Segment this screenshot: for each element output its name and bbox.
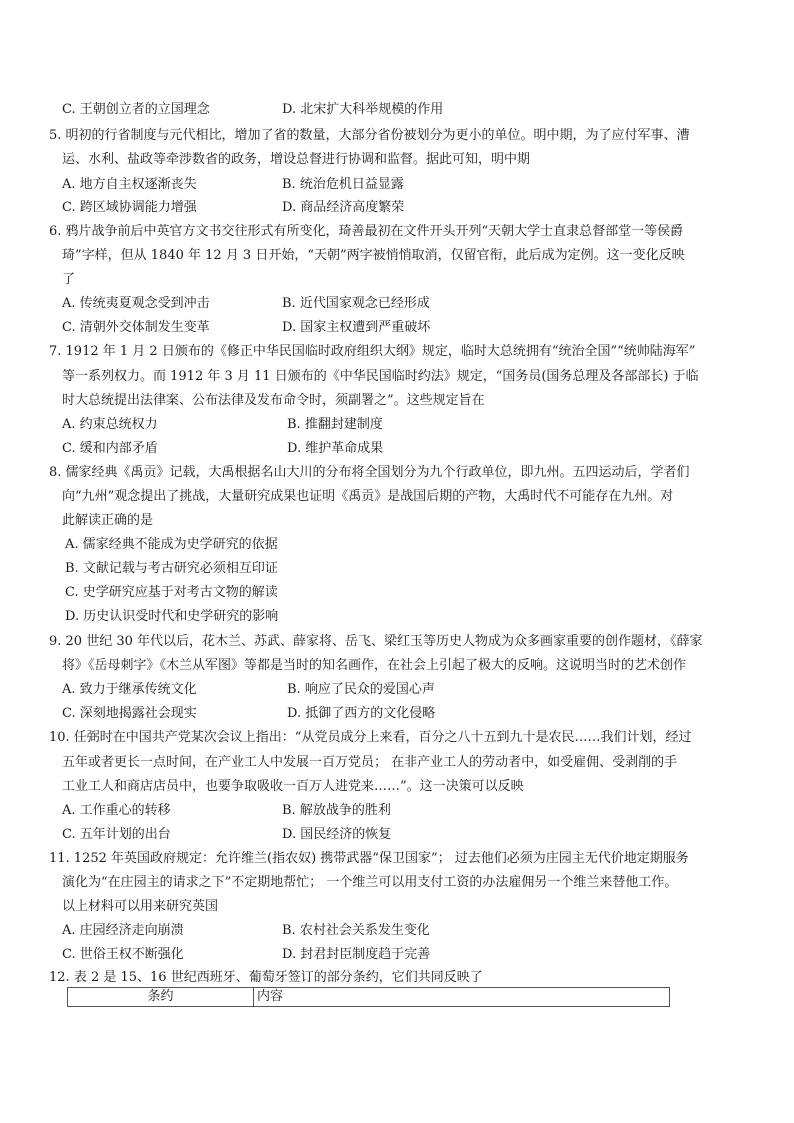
q10-option-b: B. 解放战争的胜利 [282,803,391,818]
q7-option-b: B. 推翻封建制度 [287,417,383,432]
q8-stem-line-1: 8. 儒家经典《禹贡》记载，大禹根据名山大川的分布将全国划分为九个行政单位，即九州。五四运动后，学者们 [49,465,690,480]
q6-option-d: D. 国家主权遭到严重破坏 [282,320,431,335]
q6-stem-line-3: 了 [62,272,76,287]
q5-stem-line-2: 运、水利、盐政等牵涉数省的政务，增设总督进行协调和监督。据此可知，明中期 [62,152,531,167]
q9-stem-line-2: 将》《岳母刺字》《木兰从军图》等都是当时的知名画作，在社会上引起了极大的反响。这说明当时的艺术创作 [62,658,687,673]
q11-option-d: D. 封君封臣制度趋于完善 [282,947,431,962]
q5-option-d: D. 商品经济高度繁荣 [282,200,405,215]
q12-stem-line-1: 12. 表 2 是 15、16 世纪西班牙、葡萄牙签订的部分条约，它们共同反映了 [49,970,483,985]
q6-stem-line-2: 琦”字样，但从 1840 年 12 月 3 日开始，“天朝”两字被悄悄取消，仅留官衔，此后成为定例。这一变化反映 [62,248,685,263]
q6-option-a: A. 传统夷夏观念受到冲击 [62,296,210,311]
q7-stem-line-1: 7. 1912 年 1 月 2 日颁布的《修正中华民国临时政府组织大纲》规定，临时大总统拥有“统治全国”“统帅陆海军” [49,344,696,359]
q9-option-c: C. 深刻地揭露社会现实 [62,706,197,721]
q7-stem-line-3: 时大总统提出法律案、公布法律及发布命令时，须副署之”。这些规定旨在 [62,393,485,408]
q7-stem-line-2: 等一系列权力。而 1912 年 3 月 11 日颁布的《中华民国临时约法》规定，“国务员(国务总理及各部部长) 于临 [62,369,699,384]
q8-option-a: A. 儒家经典不能成为史学研究的依据 [65,537,278,552]
q6-option-b: B. 近代国家观念已经形成 [282,296,430,311]
q7-option-a: A. 约束总统权力 [62,417,158,432]
table-header-treaty: 条约 [68,988,254,1006]
q10-option-d: D. 国民经济的恢复 [282,827,392,842]
q11-option-c: C. 世俗王权不断强化 [62,947,184,962]
q6-stem-line-1: 6. 鸦片战争前后中英官方文书交往形式有所变化，琦善最初在文件开头开列“天朝大学士直隶总督部堂一等侯爵 [49,224,684,239]
q7-option-c: C. 缓和内部矛盾 [62,441,158,456]
q10-option-a: A. 工作重心的转移 [62,803,171,818]
q8-stem-line-3: 此解读正确的是 [62,513,154,528]
q9-option-a: A. 致力于继承传统文化 [62,682,197,697]
q9-stem-line-1: 9. 20 世纪 30 年代以后，花木兰、苏武、薛家将、岳飞、梁红玉等历史人物成为众多画家重要的创作题材，《薛家 [49,634,703,649]
q11-option-a: A. 庄园经济走向崩溃 [62,923,184,938]
q5-stem-line-1: 5. 明初的行省制度与元代相比，增加了省的数量，大部分省份被划分为更小的单位。明中期，为了应付军事、漕 [49,128,690,143]
q5-option-c: C. 跨区域协调能力增强 [62,200,197,215]
q5-option-b: B. 统治危机日益显露 [282,177,404,192]
treaty-table [67,987,670,1007]
q4-option-d: D. 北宋扩大科举规模的作用 [282,102,444,117]
q11-stem-line-2: 演化为“在庄园主的请求之下”不定期地帮忙； 一个维兰可以用支付工资的办法雇佣另一个维兰来替他工作。 [62,875,678,890]
q9-option-d: D. 抵御了西方的文化侵略 [287,706,436,721]
q7-option-d: D. 维护革命成果 [287,441,384,456]
q8-option-d: D. 历史认识受时代和史学研究的影响 [65,609,279,624]
q10-stem-line-2: 五年或者更长一点时间，在产业工人中发展一百万党员； 在非产业工人的劳动者中，如受雇佣、受剥削的手 [62,755,678,770]
q8-option-c: C. 史学研究应基于对考古文物的解读 [65,585,278,600]
q9-option-b: B. 响应了民众的爱国心声 [287,682,435,697]
table-header-content: 内容 [257,989,284,1004]
q11-stem-line-1: 11. 1252 年英国政府规定：允许维兰(指农奴) 携带武器“保卫国家”； 过去他们必须为庄园主无代价地定期服务 [49,851,689,866]
q11-option-b: B. 农村社会关系发生变化 [282,923,430,938]
q8-option-b: B. 文献记载与考古研究必须相互印证 [65,561,278,576]
q5-option-a: A. 地方自主权逐渐丧失 [62,177,197,192]
q4-option-c: C. 王朝创立者的立国理念 [62,102,210,117]
q10-stem-line-3: 工业工人和商店店员中，也要争取吸收一百万人进党来……”。这一决策可以反映 [62,779,524,794]
q10-stem-line-1: 10. 任弼时在中国共产党某次会议上指出：“从党员成分上来看，百分之八十五到九十是农民……我们计划，经过 [49,730,692,745]
q8-stem-line-2: 向“九州”观念提出了挑战，大量研究成果也证明《禹贡》是战国后期的产物，大禹时代不可能存在九州。对 [62,489,674,504]
q10-option-c: C. 五年计划的出台 [62,827,171,842]
q11-stem-line-3: 以上材料可以用来研究英国 [62,899,219,914]
q6-option-c: C. 清朝外交体制发生变革 [62,320,210,335]
